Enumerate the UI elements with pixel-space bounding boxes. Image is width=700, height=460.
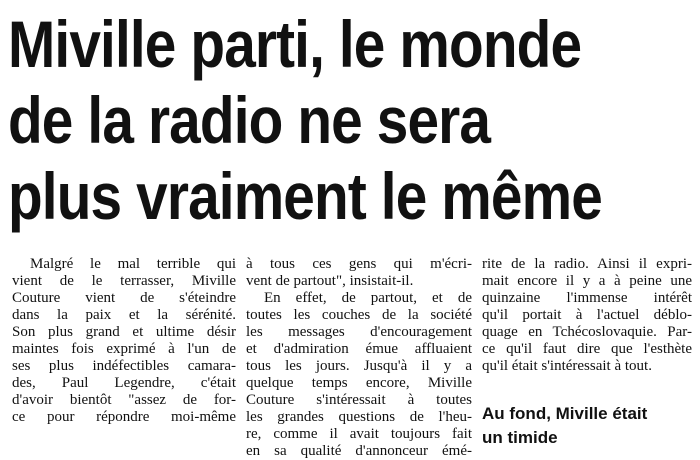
headline [8, 6, 602, 234]
subheading-line: un timide [482, 428, 558, 447]
text-line: Couture s'intéressait à toutes [246, 392, 472, 408]
text-line: vient de le terrasser, Miville [12, 273, 236, 289]
subheading-line: Au fond, Miville était [482, 404, 648, 423]
text-line: toutes les couches de la société [246, 307, 472, 323]
text-line: d'avoir bientôt "assez de for- [12, 392, 236, 408]
text-line: dans la paix et la sérénité. [12, 307, 236, 323]
headline-line: de la radio ne sera [8, 83, 491, 157]
text-line: vent de partout", insistait-il. [246, 273, 414, 289]
text-line: re, comme il avait toujours fait [246, 426, 472, 442]
subheading [482, 402, 696, 450]
text-line: quage en Tchécoslovaquie. Par- [482, 324, 692, 340]
text-line: les messages d'encouragement [246, 324, 472, 340]
headline-line: plus vraiment le même [8, 159, 602, 233]
text-line: qu'il était s'intéressait à tout. [482, 358, 652, 374]
text-line: Couture vient de s'éteindre [12, 290, 236, 306]
text-line: Malgré le mal terrible qui [30, 256, 236, 272]
text-line: ce pour répondre moi-même [12, 409, 236, 425]
headline-line: Miville parti, le monde [8, 7, 582, 81]
text-line: Son plus grand et ultime désir [12, 324, 236, 340]
article-column-3 [482, 256, 692, 375]
text-line: et d'admiration émue affluaient [246, 341, 472, 357]
text-line: ce qu'il faut dire que l'esthète [482, 341, 692, 357]
text-line: mait encore il y a à peine une [482, 273, 692, 289]
article-column-1 [12, 256, 236, 426]
text-line: quinzaine l'immense intérêt [482, 290, 692, 306]
text-line: ses plus indéfectibles camara- [12, 358, 236, 374]
text-line: à tous ces gens qui m'écri- [246, 256, 472, 272]
text-line: maintes fois exprimé à l'un de [12, 341, 236, 357]
text-line: tous les jours. Jusqu'à il y a [246, 358, 472, 374]
text-line: qu'il portait à l'actuel déblo- [482, 307, 692, 323]
text-line: en sa qualité d'annonceur émé- [246, 443, 472, 459]
text-line: rite de la radio. Ainsi il expri- [482, 256, 692, 272]
article-column-2 [246, 256, 472, 460]
text-line: des, Paul Legendre, c'était [12, 375, 236, 391]
text-line: En effet, de partout, et de [264, 290, 472, 306]
text-line: les grandes questions de l'heu- [246, 409, 472, 425]
text-line: quelque temps encore, Miville [246, 375, 472, 391]
